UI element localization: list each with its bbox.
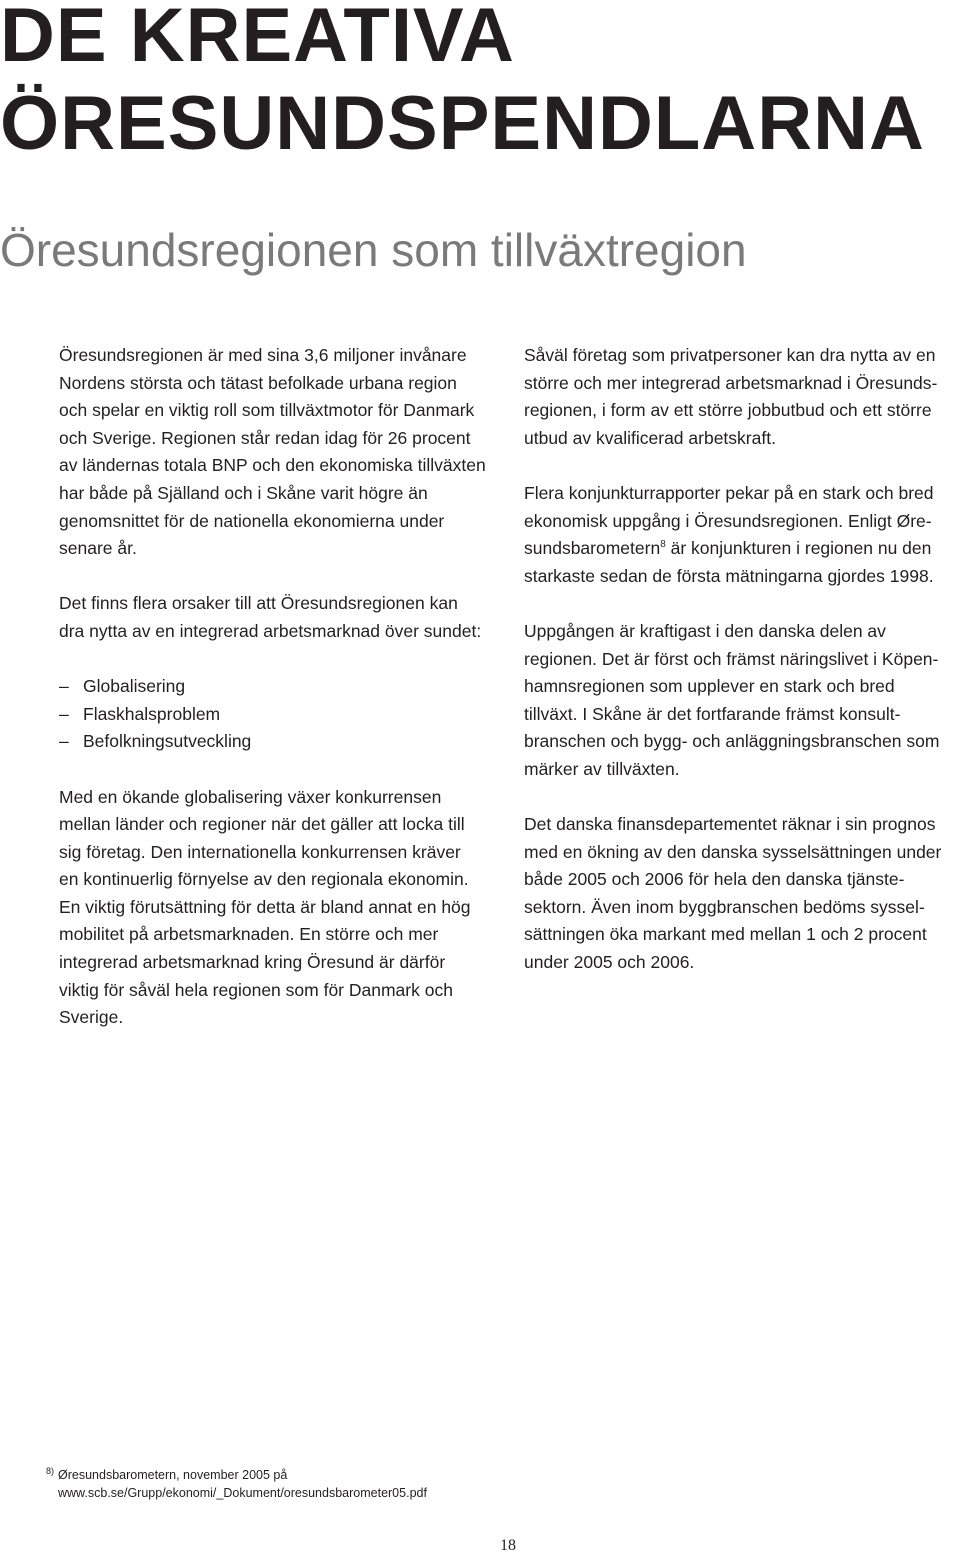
text-line: genomsnittet för de nationella ekonomierna under [59, 510, 445, 531]
text-line: av ländernas totala BNP och den ekonomiska tillväxten [59, 455, 486, 476]
text-line: senare år. [59, 538, 137, 559]
text-line: sig företag. Den internationella konkurrensen kräver [59, 841, 461, 862]
right-paragraph-3 [524, 618, 960, 784]
text-line: hamnsregionen som upplever en stark och bred [524, 676, 895, 697]
main-title [0, 0, 925, 168]
text-line: Det finns flera orsaker till att Öresundsregionen kan [59, 593, 458, 614]
text-line: med en ökning av den danska sysselsättningen under [524, 841, 942, 862]
list-item [59, 701, 499, 729]
list-item [59, 673, 499, 701]
text-line: större och mer integrerad arbetsmarknad i Öresunds- [524, 372, 938, 393]
footnote-reference: 8 [660, 539, 666, 551]
text-line: regionen, i form av ett större jobbutbud och ett större [524, 400, 932, 421]
text-line: starkaste sedan de första mätningarna gjordes 1998. [524, 565, 934, 586]
text-line: utbud av kvalificerad arbetskraft. [524, 427, 776, 448]
text-line: Öresundsregionen är med sina 3,6 miljoner invånare [59, 345, 467, 365]
left-paragraph-3 [59, 784, 499, 1032]
text-line: branschen och bygg- och anläggningsbranschen som [524, 731, 940, 752]
list-item [59, 728, 499, 756]
text-line: Det danska finansdepartementet räknar i sin prognos [524, 814, 936, 835]
text-line: och spelar en viktig roll som tillväxtmotor för Danmark [59, 400, 475, 421]
main-title-line-1: DE KREATIVA [0, 0, 515, 78]
dash-marker: – [59, 676, 69, 697]
text-line: ekonomisk uppgång i Öresundsregionen. Enligt Øre- [524, 510, 932, 531]
text-line: integrerad arbetsmarknad kring Öresund är därför [59, 952, 446, 973]
text-line [524, 535, 960, 563]
text-line: och Sverige. Regionen står redan idag för 26 procent [59, 427, 471, 448]
right-column [524, 342, 960, 1004]
left-paragraph-1 [59, 342, 499, 563]
right-paragraph-4 [524, 811, 960, 977]
text-line: sektorn. Även inom byggbranschen bedöms syssel- [524, 896, 925, 917]
dash-marker: – [59, 731, 69, 752]
main-title-line-2: ÖRESUNDSPENDLARNA [0, 81, 925, 166]
text-line: viktig för såväl hela regionen som för Danmark och [59, 979, 453, 1000]
dash-marker: – [59, 703, 69, 724]
text-line: Såväl företag som privatpersoner kan dra nytta av en [524, 345, 936, 365]
left-column [59, 342, 499, 1059]
footnote-marker: 8) [46, 1466, 55, 1476]
text-line: dra nytta av en integrerad arbetsmarknad över sundet: [59, 620, 482, 641]
list-item-label: Befolkningsutveckling [83, 731, 252, 752]
text-line: Uppgången är kraftigast i den danska delen av [524, 620, 886, 641]
list-item-label: Flaskhalsproblem [83, 703, 221, 724]
right-paragraph-2 [524, 480, 960, 590]
text-segment: är konjunkturen i regionen nu den [665, 538, 932, 559]
footnote-body [58, 1466, 427, 1502]
text-line: har både på Själland och i Skåne varit högre än [59, 482, 428, 503]
text-line: en kontinuerlig förnyelse av den regionala ekonomin. [59, 869, 469, 890]
section-subtitle: Öresundsregionen som tillväxtregion [0, 224, 747, 276]
text-line: både 2005 och 2006 för hela den danska tjänste- [524, 869, 905, 890]
text-line: En viktig förutsättning för detta är bland annat en hög [59, 896, 471, 917]
text-line: sättningen öka markant med mellan 1 och 2 procent [524, 924, 927, 945]
text-line: mellan länder och regioner när det gäller att locka till [59, 814, 465, 835]
footnote-link[interactable]: www.scb.se/Grupp/ekonomi/_Dokument/oresundsbarometer05.pdf [58, 1486, 427, 1500]
text-line: Flera konjunkturrapporter pekar på en stark och bred [524, 482, 934, 503]
text-line: tillväxt. I Skåne är det fortfarande främst konsult- [524, 703, 901, 724]
text-line: mobilitet på arbetsmarknaden. En större och mer [59, 924, 439, 945]
text-line: under 2005 och 2006. [524, 952, 695, 973]
list-item-label: Globalisering [83, 676, 186, 697]
footnote-text: Øresundsbarometern, november 2005 på [58, 1468, 288, 1482]
text-line: Sverige. [59, 1007, 124, 1028]
page-number: 18 [500, 1537, 516, 1554]
text-line: regionen. Det är först och främst näringslivet i Köpen- [524, 648, 939, 669]
text-line: märker av tillväxten. [524, 758, 680, 779]
text-line: Nordens största och tätast befolkade urbana region [59, 372, 457, 393]
bullet-list [59, 673, 499, 756]
text-line: Med en ökande globalisering växer konkurrensen [59, 786, 442, 807]
right-paragraph-1 [524, 342, 960, 452]
text-segment: sundsbarometern [524, 538, 661, 559]
left-paragraph-2 [59, 590, 499, 645]
footnote [46, 1466, 427, 1502]
